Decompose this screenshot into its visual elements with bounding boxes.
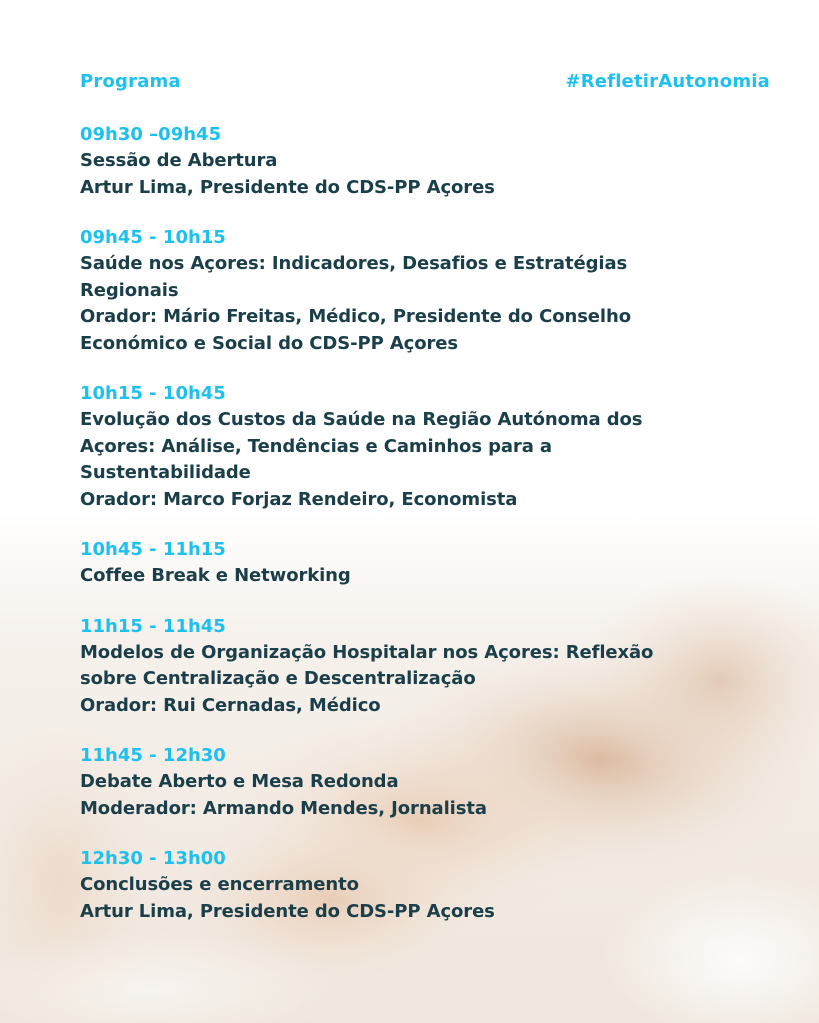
session-health-costs	[80, 381, 770, 513]
session-title: Conclusões e encerramento	[80, 874, 359, 895]
session-speaker: Orador: Marco Forjaz Rendeiro, Economista	[80, 488, 518, 510]
session-time: 12h30 - 13h00	[80, 848, 226, 869]
session-title: Açores: Análise, Tendências e Caminhos para a	[80, 435, 552, 457]
session-coffee-break	[80, 537, 770, 590]
session-hospital-models	[80, 614, 770, 720]
session-title: Evolução dos Custos da Saúde na Região Autónoma dos	[80, 409, 643, 430]
session-title: Coffee Break e Networking	[80, 565, 351, 586]
program-content	[80, 68, 770, 949]
session-time: 11h15 - 11h45	[80, 615, 226, 637]
session-speaker: Orador: Rui Cernadas, Médico	[80, 694, 381, 716]
session-health-azores	[80, 225, 770, 357]
session-time: 11h45 - 12h30	[80, 745, 226, 766]
session-title: Saúde nos Açores: Indicadores, Desafios e Estratégias	[80, 253, 628, 274]
session-speaker: Orador: Mário Freitas, Médico, Presidente do Conselho	[80, 306, 631, 327]
session-title: Sessão de Abertura	[80, 150, 278, 171]
program-header	[80, 68, 770, 94]
session-speaker: Artur Lima, Presidente do CDS-PP Açores	[80, 900, 495, 922]
session-time: 10h45 - 11h15	[80, 539, 226, 560]
session-speaker: Económico e Social do CDS-PP Açores	[80, 332, 458, 354]
session-time: 10h15 - 10h45	[80, 383, 226, 404]
session-opening	[80, 122, 770, 201]
session-title: Sustentabilidade	[80, 462, 251, 483]
hashtag: #RefletirAutonomia	[565, 70, 770, 92]
session-time: 09h30 –09h45	[80, 124, 222, 145]
session-speaker: Moderador: Armando Mendes, Jornalista	[80, 797, 487, 819]
program-title: Programa	[80, 70, 181, 92]
session-title: Modelos de Organização Hospitalar nos Açores: Reflexão	[80, 641, 654, 663]
session-time: 09h45 - 10h15	[80, 227, 226, 248]
session-title: Regionais	[80, 279, 179, 301]
session-title: Debate Aberto e Mesa Redonda	[80, 771, 399, 792]
session-title: sobre Centralização e Descentralização	[80, 668, 476, 689]
session-open-debate	[80, 743, 770, 822]
session-speaker: Artur Lima, Presidente do CDS-PP Açores	[80, 176, 495, 198]
session-conclusions	[80, 846, 770, 925]
